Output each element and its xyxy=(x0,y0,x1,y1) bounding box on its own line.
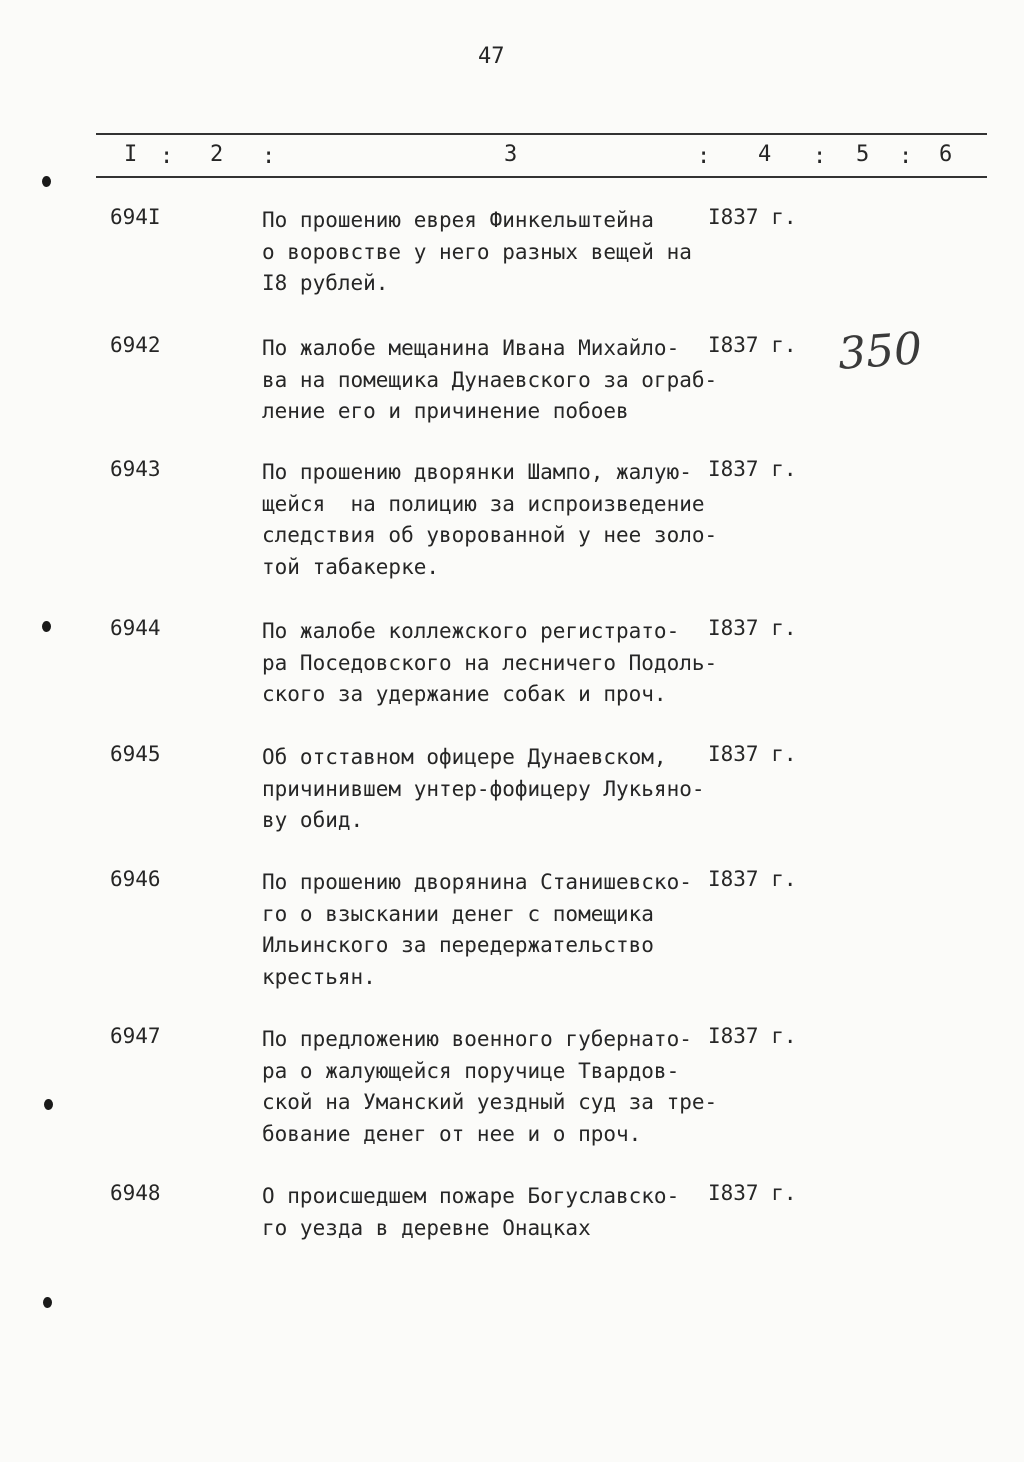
entry-number: 6948 xyxy=(110,1181,161,1205)
column-header-5: 5 xyxy=(856,142,870,167)
entry-year: I837 г. xyxy=(708,742,797,766)
binding-hole-mark xyxy=(43,1297,52,1308)
entry-number: 6946 xyxy=(110,867,161,891)
column-header-3: 3 xyxy=(504,142,518,167)
column-separator: : xyxy=(262,144,276,169)
entry-year: I837 г. xyxy=(708,616,797,640)
column-separator: : xyxy=(899,144,913,169)
entry-number: 6947 xyxy=(110,1024,161,1048)
entry-year: I837 г. xyxy=(708,333,797,357)
column-header-6: 6 xyxy=(939,142,953,167)
binding-hole-mark xyxy=(44,1099,53,1110)
entry-year: I837 г. xyxy=(708,867,797,891)
entry-text: Об отставном офицере Дунаевском, причинившем унтер-фофицеру Лукьяно- ву обид. xyxy=(262,745,705,832)
entry-text: По прошению дворянина Станишевско- го о взыскании денег с помещика Ильинского за передержательство крестьян. xyxy=(262,870,692,989)
binding-hole-mark xyxy=(42,176,51,187)
column-header-4: 4 xyxy=(758,142,772,167)
column-separator: : xyxy=(697,144,711,169)
column-separator: : xyxy=(160,144,174,169)
column-header-1: I xyxy=(124,142,138,167)
entry-year: I837 г. xyxy=(708,457,797,481)
column-separator: : xyxy=(813,144,827,169)
entry-text: По прошению дворянки Шампо, жалую- щейся на полицию за испроизведение следствия об уворованной у нее золо- той табакерке. xyxy=(262,460,718,579)
entry-number: 6943 xyxy=(110,457,161,481)
column-header-2: 2 xyxy=(210,142,224,167)
entry-text: По жалобе мещанина Ивана Михайло- ва на помещика Дунаевского за ограб- ление его и причинение побоев xyxy=(262,336,718,423)
entry-text: О происшедшем пожаре Богуславско- го уезда в деревне Онацках xyxy=(262,1184,680,1240)
entry-year: I837 г. xyxy=(708,205,797,229)
entry-number: 694I xyxy=(110,205,161,229)
entry-number: 6944 xyxy=(110,616,161,640)
header-rule-top xyxy=(96,133,987,135)
binding-hole-mark xyxy=(42,621,51,632)
entry-year: I837 г. xyxy=(708,1181,797,1205)
header-rule-bottom xyxy=(96,176,987,178)
entry-text: По жалобе коллежского регистрато- ра Поседовского на лесничего Подоль- ского за удержание собак и проч. xyxy=(262,619,718,706)
entry-text: По предложению военного губернато- ра о жалующейся поручице Твардов- ской на Уманский уездный суд за тре- бование денег от нее и о проч. xyxy=(262,1027,718,1146)
entry-number: 6942 xyxy=(110,333,161,357)
entry-year: I837 г. xyxy=(708,1024,797,1048)
entry-number: 6945 xyxy=(110,742,161,766)
page-number: 47 xyxy=(478,44,505,69)
handwritten-note: 350 xyxy=(836,323,924,380)
entry-text: По прошению еврея Финкельштейна о воровстве у него разных вещей на I8 рублей. xyxy=(262,208,692,295)
